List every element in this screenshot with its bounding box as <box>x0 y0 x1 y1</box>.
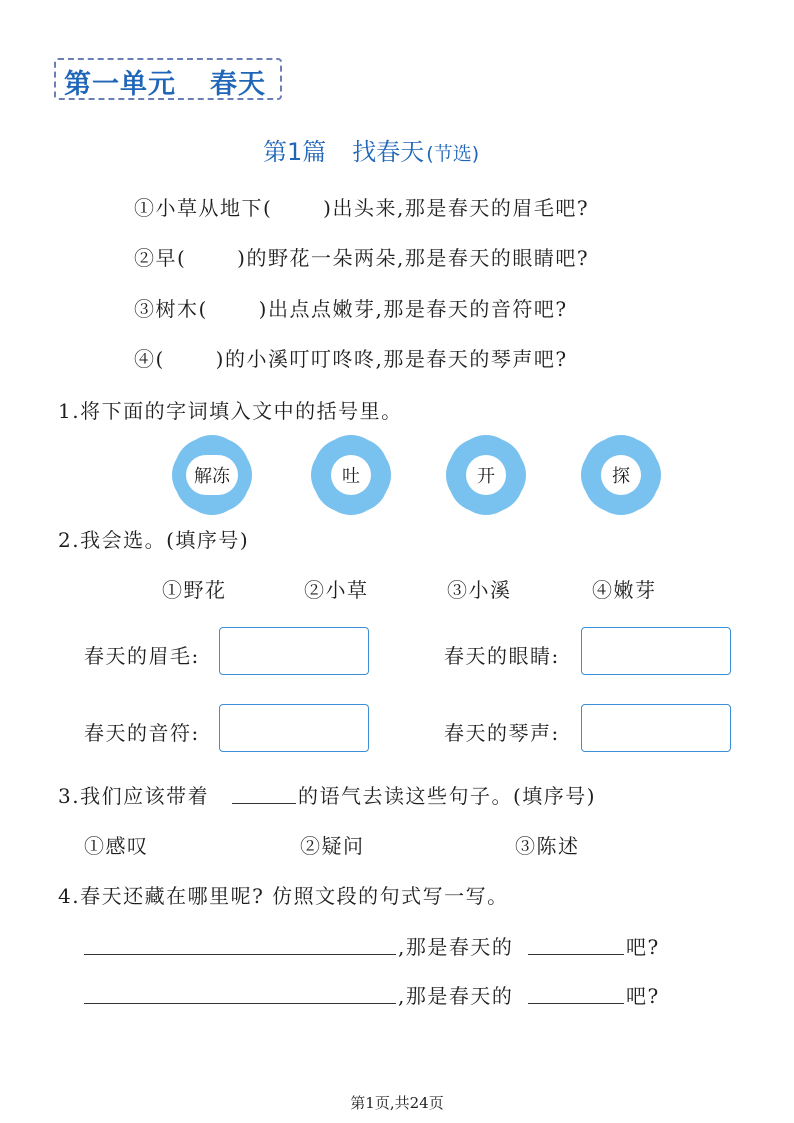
flower-word-3 <box>454 443 518 507</box>
label-eyes: 春天的眼睛: <box>444 644 560 668</box>
passage-line-4: ④( )的小溪叮叮咚咚,那是春天的琴声吧? <box>134 347 568 371</box>
flower-word-2 <box>319 443 383 507</box>
option-grass: ②小草 <box>304 578 369 602</box>
unit-label: 第一单元 <box>64 69 176 100</box>
unit-title <box>64 62 266 101</box>
answer-box-eyes[interactable] <box>581 627 731 675</box>
writing-line-1-middle: ,那是春天的 <box>398 935 514 959</box>
question-1-prompt: 1.将下面的字词填入文中的括号里。 <box>58 399 403 423</box>
flower-word-3-label: 开 <box>466 455 506 495</box>
passage-line-2: ②早( )的野花一朵两朵,那是春天的眼睛吧? <box>134 246 590 270</box>
question-2-prompt: 2.我会选。(填序号) <box>58 528 250 552</box>
page-number: 第1页,共24页 <box>350 1094 444 1112</box>
option-statement: ③陈述 <box>515 834 580 858</box>
label-notes: 春天的音符: <box>84 721 200 745</box>
option-buds: ④嫩芽 <box>592 578 657 602</box>
writing-line-1-blank[interactable] <box>528 954 624 955</box>
lesson-number: 第1篇 <box>263 138 327 166</box>
writing-line-1-end: 吧? <box>626 935 660 959</box>
question-3-blank[interactable] <box>232 803 296 804</box>
option-stream: ③小溪 <box>447 578 512 602</box>
writing-line-2-blank[interactable] <box>528 1003 624 1004</box>
flower-word-2-label: 吐 <box>331 455 371 495</box>
question-4-prompt: 4.春天还藏在哪里呢? 仿照文段的句式写一写。 <box>58 884 509 908</box>
option-wild-flowers: ①野花 <box>162 578 227 602</box>
flower-word-1 <box>180 443 244 507</box>
question-3-prompt-start: 3.我们应该带着 <box>58 784 210 808</box>
option-exclamation: ①感叹 <box>84 834 149 858</box>
answer-box-music[interactable] <box>581 704 731 752</box>
lesson-title <box>263 132 479 167</box>
label-music: 春天的琴声: <box>444 721 560 745</box>
unit-topic: 春天 <box>210 69 266 100</box>
label-eyebrows: 春天的眉毛: <box>84 644 200 668</box>
option-question: ②疑问 <box>300 834 365 858</box>
flower-word-1-label: 解冻 <box>186 455 238 495</box>
writing-line-1[interactable] <box>84 954 396 955</box>
writing-line-2-end: 吧? <box>626 984 660 1008</box>
writing-line-2-middle: ,那是春天的 <box>398 984 514 1008</box>
writing-line-2[interactable] <box>84 1003 396 1004</box>
lesson-name: 找春天 <box>352 138 425 166</box>
question-3-prompt-end: 的语气去读这些句子。(填序号) <box>298 784 597 808</box>
passage-line-1: ①小草从地下( )出头来,那是春天的眉毛吧? <box>134 196 590 220</box>
answer-box-eyebrows[interactable] <box>219 627 369 675</box>
passage-line-3: ③树木( )出点点嫩芽,那是春天的音符吧? <box>134 297 568 321</box>
flower-word-4-label: 探 <box>601 455 641 495</box>
lesson-note: (节选) <box>426 143 480 165</box>
flower-word-4 <box>589 443 653 507</box>
answer-box-notes[interactable] <box>219 704 369 752</box>
